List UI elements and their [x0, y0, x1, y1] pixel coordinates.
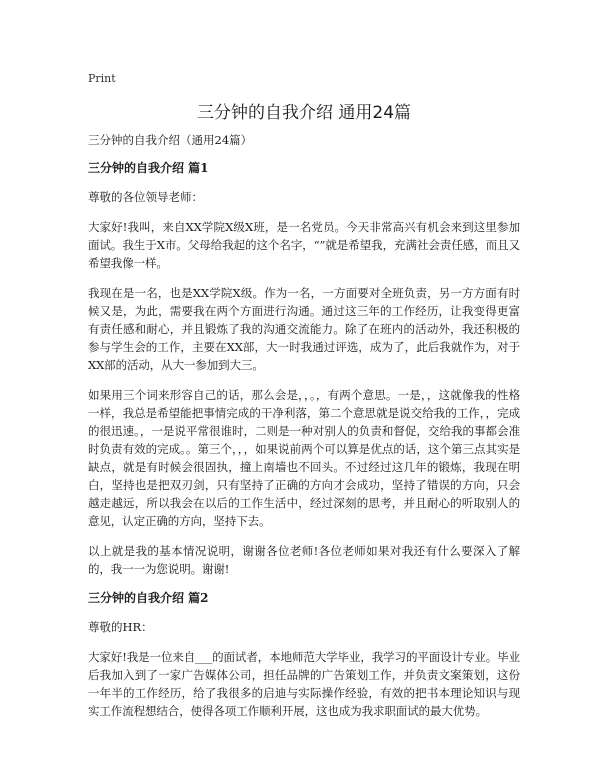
section-greeting: 尊敬的各位领导老师： — [88, 190, 203, 204]
paragraph: 大家好!我是一位来自___的面试者，本地师范大学毕业，我学习的平面设计专业。毕业后我加入到了一家广告媒体公司，担任品牌的广告策划工作，并负责文案策划，这份一年半的工作经历，给了我很多的启迪与实际操作经验，有效的把书本理论知识与现实工作流程想结合，使得各项工作顺利开展，这也成为我求职面试的最大优势。 — [88, 650, 520, 718]
paragraph: 以上就是我的基本情况说明，谢谢各位老师!各位老师如果对我还有什么要深入了解的，我一一为您说明。谢谢! — [88, 544, 520, 576]
document-subtitle: 三分钟的自我介绍（通用24篇） — [88, 133, 253, 147]
document-body — [88, 160, 520, 732]
section-heading: 三分钟的自我介绍 篇2 — [88, 591, 209, 605]
document-title: 三分钟的自我介绍 通用24篇 — [196, 103, 412, 123]
section-1 — [88, 160, 520, 578]
section-heading: 三分钟的自我介绍 篇1 — [88, 161, 209, 175]
print-label: Print — [88, 72, 116, 85]
paragraph: 大家好!我叫，来自XX学院X级X班，是一名党员。今天非常高兴有机会来到这里参加面试。我生于X市。父母给我起的这个名字，“”就是希望我，充满社会责任感，而且又希望我像一样。 — [88, 220, 520, 270]
section-greeting: 尊敬的HR： — [88, 620, 153, 634]
paragraph: 如果用三个词来形容自己的话，那么会是，，。，有两个意思。一是，，这就像我的性格一样，我总是希望能把事情完成的干净利落，第二个意思就是说交给我的工作，，完成的很迅速。，一是说平常很谁时，二则是一种对别人的负责和督促，交给我的事都会准时负责有效的完成。。第三个，，，如果说前两个可以算是优点的话，这个第三点其实是缺点，就是有时候会很固执，撞上南墙也不回头。不过经过这几年的锻炼，我现在明白，坚持也是把双刃剑，只有坚持了正确的方向才会成功，坚持了错误的方向，只会越走越远，所以我会在以后的工作生活中，经过深刻的思考，并且耐心的听取别人的意见，认定正确的方向，坚持下去。 — [88, 388, 520, 528]
section-2 — [88, 590, 520, 720]
paragraph: 我现在是一名，也是XX学院X级。作为一名，一方面要对全班负责，另一方方面有时候又是，为此，需要我在两个方面进行沟通。通过这三年的工作经历，让我变得更富有责任感和耐心，并且锻炼了我的沟通交流能力。除了在班内的活动外，我还积极的参与学生会的工作，主要在XX部，大一时我通过评选，成为了，此后我就作为，对于XX部的活动，从大一参加到大三。 — [88, 286, 520, 372]
